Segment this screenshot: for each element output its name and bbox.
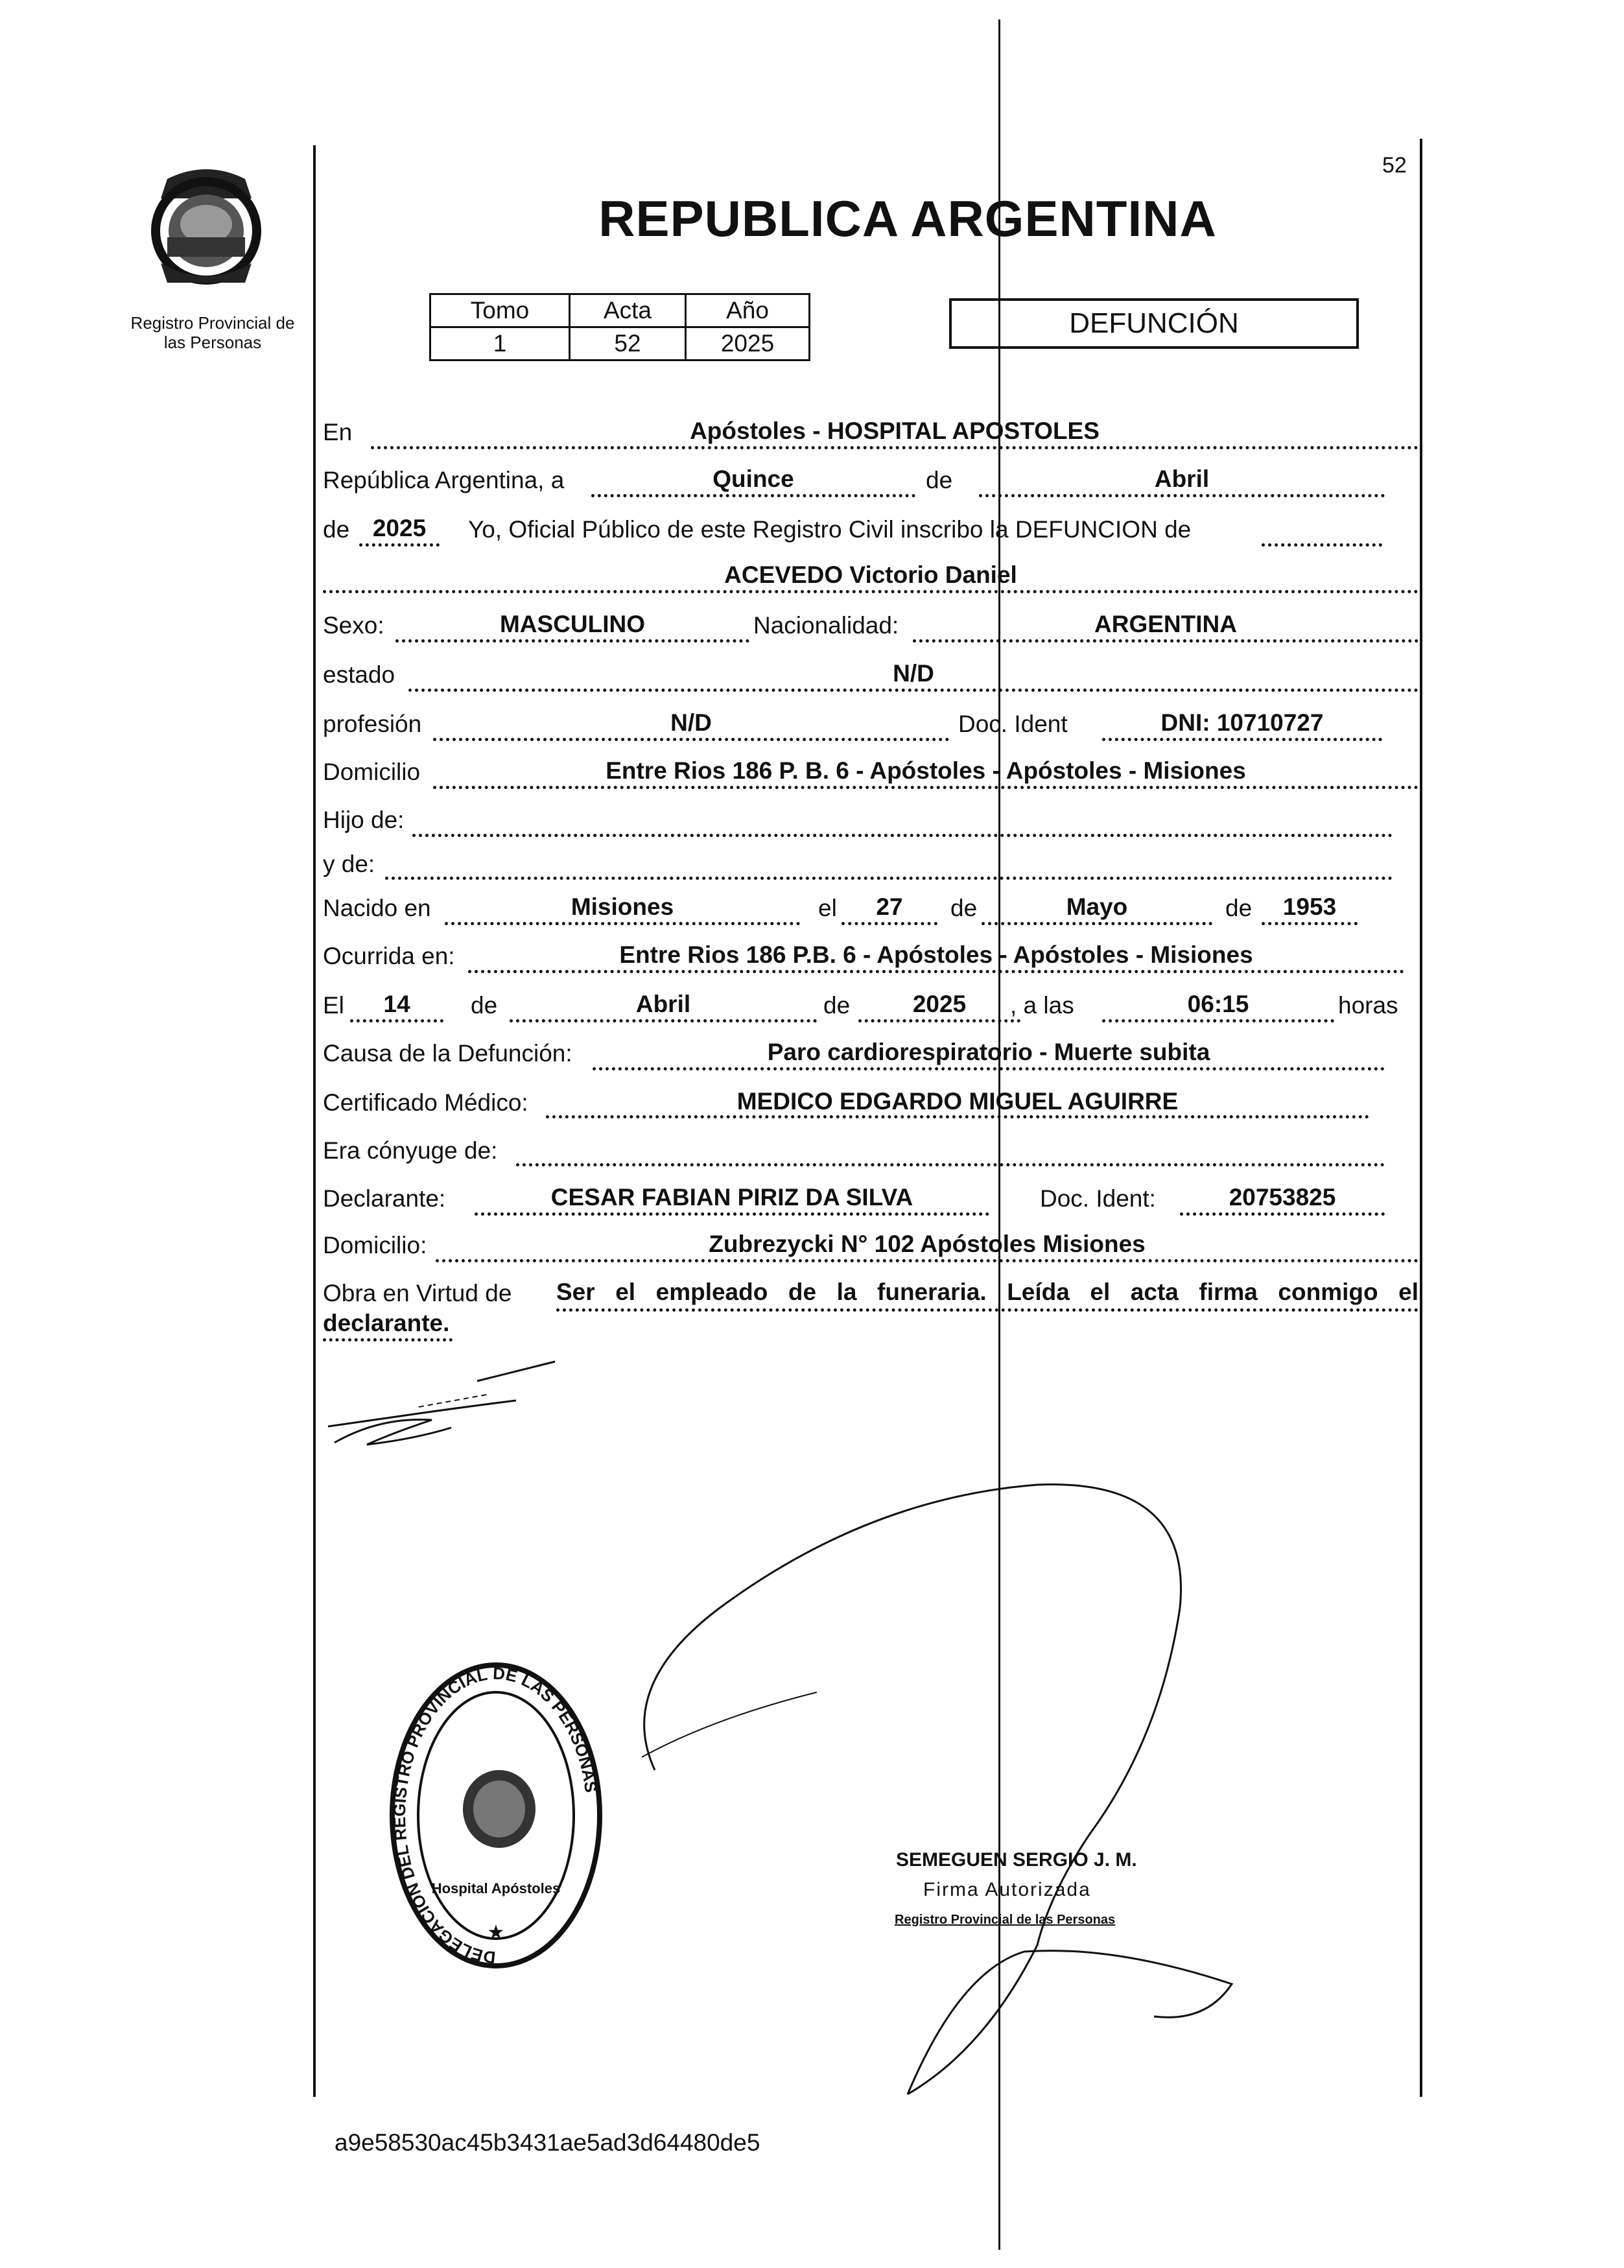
- declarante-value: CESAR FABIAN PIRIZ DA SILVA: [550, 1184, 913, 1211]
- domicilio2-value: Zubrezycki N° 102 Apóstoles Misiones: [709, 1231, 1146, 1257]
- en-dotted-line: [371, 446, 1418, 449]
- ocurrida-dotted-line: [468, 970, 1404, 973]
- nac-dia-value: 27: [876, 893, 903, 920]
- acta-table: [429, 293, 810, 361]
- obra-dotted-line: [556, 1308, 1418, 1312]
- ocurrida-label: Ocurrida en:: [323, 943, 455, 969]
- nombre-dotted-line: [323, 590, 1418, 593]
- doc-label: Doc. Ident: [958, 711, 1068, 737]
- dia-value: Quince: [712, 466, 794, 492]
- doc-value: DNI: 10710727: [1160, 709, 1324, 736]
- horas-label: horas: [1338, 992, 1398, 1019]
- en-label: En: [323, 419, 353, 445]
- certificado-label: Certificado Médico:: [323, 1089, 528, 1116]
- yde-label: y de:: [323, 851, 375, 877]
- certificado-dotted-line: [546, 1115, 1369, 1118]
- official-signature: [622, 1413, 1271, 2140]
- declarante-dotted-line: [475, 1212, 989, 1216]
- hijo-dotted-line: [412, 834, 1393, 837]
- de-label: de: [926, 467, 953, 493]
- domicilio2-label: Domicilio:: [323, 1232, 427, 1258]
- nombre-value: ACEVEDO Victorio Daniel: [724, 561, 1017, 588]
- obra-value-line-2: declarante.: [323, 1310, 450, 1336]
- nacido-label: Nacido en: [323, 895, 431, 921]
- sexo-dotted-line: [395, 639, 749, 643]
- document-hash: a9e58530ac45b3431ae5ad3d64480de5: [335, 2129, 760, 2156]
- profesion-dotted-line: [433, 738, 949, 741]
- provincial-seal-icon: [141, 159, 271, 289]
- nac-anio-dotted-line: [1262, 922, 1358, 925]
- mes-dotted-line: [979, 494, 1385, 497]
- nac-anio-value: 1953: [1282, 893, 1337, 920]
- domicilio-label: Domicilio: [323, 759, 421, 785]
- certificado-value: MEDICO EDGARDO MIGUEL AGUIRRE: [736, 1088, 1179, 1115]
- causa-label: Causa de la Defunción:: [323, 1040, 572, 1067]
- declarant-signature: [322, 1355, 568, 1459]
- def-anio-dotted-line: [858, 1019, 1020, 1022]
- el-label: el: [818, 895, 837, 921]
- doc-dotted-line: [1102, 738, 1382, 741]
- nac-de-label: de: [950, 895, 978, 921]
- document-title: REPUBLICA ARGENTINA: [598, 190, 1217, 247]
- stamp-outer-text: DELEGACION DEL REGISTRO PROVINCIAL DE LAS PERSONAS: [389, 1663, 602, 1968]
- domicilio-value: Entre Rios 186 P. B. 6 - Apóstoles - Apóstoles - Misiones: [606, 757, 1246, 784]
- declarante-label: Declarante:: [323, 1185, 446, 1212]
- record-type-box: DEFUNCIÓN: [949, 298, 1359, 349]
- el2-label: El: [323, 992, 344, 1019]
- signatory-role: Firma Autorizada: [923, 1879, 1091, 1900]
- def-dia-dotted-line: [350, 1019, 443, 1022]
- alas-label: , a las: [1010, 992, 1074, 1019]
- hijo-label: Hijo de:: [323, 807, 405, 833]
- estado-value: N/D: [893, 660, 934, 687]
- doc2-dotted-line: [1180, 1212, 1385, 1216]
- page-number: 52: [1382, 153, 1407, 178]
- def-de2-label: de: [823, 992, 851, 1019]
- anio-dotted-line: [359, 543, 440, 547]
- doc2-value: 20753825: [1229, 1184, 1336, 1211]
- anio-value: 2025: [372, 515, 427, 541]
- mes-value: Abril: [1154, 466, 1210, 492]
- republica-label: República Argentina, a: [323, 467, 565, 493]
- def-de-label: de: [471, 992, 498, 1019]
- nacido-dotted-line: [445, 922, 800, 925]
- signatory-name: SEMEGUEN SERGIO J. M.: [896, 1849, 1137, 1871]
- sexo-label: Sexo:: [323, 612, 384, 639]
- domicilio2-dotted-line: [436, 1259, 1418, 1262]
- nacionalidad-dotted-line: [913, 639, 1418, 643]
- obra-value-line-1: Ser el empleado de la funeraria. Leída el acta firma conmigo el: [556, 1279, 1418, 1305]
- tomo-header: Tomo: [430, 294, 570, 327]
- anio-value: 2025: [686, 327, 810, 360]
- acta-value: 52: [570, 327, 686, 360]
- organization-line-1: Registro Provincial de: [130, 313, 295, 333]
- profesion-label: profesión: [323, 711, 422, 737]
- nac-de2-label: de: [1225, 895, 1253, 921]
- def-hora-dotted-line: [1102, 1019, 1334, 1022]
- organization-line-2: las Personas: [163, 332, 262, 352]
- right-margin-rule: [1420, 139, 1422, 2097]
- nacionalidad-label: Nacionalidad:: [753, 612, 899, 639]
- acta-value-row: [430, 327, 810, 360]
- doc2-label: Doc. Ident:: [1040, 1185, 1156, 1212]
- signatory-org: Registro Provincial de las Personas: [895, 1913, 1116, 1927]
- obra-dotted-line-2: [323, 1338, 453, 1341]
- conyuge-label: Era cónyuge de:: [323, 1137, 498, 1164]
- estado-dotted-line: [408, 689, 1418, 692]
- obra-label: Obra en Virtud de: [323, 1280, 512, 1306]
- organization-name: [115, 314, 310, 353]
- causa-dotted-line: [593, 1067, 1385, 1070]
- en-value: Apóstoles - HOSPITAL APOSTOLES: [690, 418, 1100, 444]
- nac-dia-dotted-line: [841, 922, 937, 925]
- acta-header-row: [430, 294, 810, 327]
- nac-mes-dotted-line: [982, 922, 1212, 925]
- conyuge-dotted-line: [516, 1163, 1385, 1166]
- tomo-value: 1: [430, 327, 570, 360]
- yo-text: Yo, Oficial Público de este Registro Civil inscribo la DEFUNCION de: [468, 516, 1192, 543]
- causa-value: Paro cardiorespiratorio - Muerte subita: [767, 1039, 1210, 1065]
- de2-label: de: [323, 516, 350, 543]
- acta-header: Acta: [570, 294, 686, 327]
- def-mes-value: Abril: [635, 991, 691, 1017]
- nacionalidad-value: ARGENTINA: [1094, 611, 1237, 637]
- nac-mes-value: Mayo: [1066, 893, 1128, 920]
- def-hora-value: 06:15: [1187, 991, 1249, 1017]
- domicilio-dotted-line: [433, 786, 1418, 789]
- anio-header: Año: [686, 294, 810, 327]
- dia-dotted-line: [591, 494, 915, 497]
- left-margin-rule: [313, 145, 316, 2097]
- stamp-star-icon: ★: [487, 1921, 505, 1944]
- ocurrida-value: Entre Rios 186 P.B. 6 - Apóstoles - Apóstoles - Misiones: [619, 941, 1253, 968]
- def-mes-dotted-line: [510, 1019, 817, 1022]
- profesion-value: N/D: [670, 709, 712, 736]
- official-oval-stamp: [389, 1660, 603, 1971]
- sexo-value: MASCULINO: [499, 611, 646, 637]
- nacido-value: Misiones: [571, 893, 674, 920]
- yo-dotted-line: [1262, 543, 1382, 547]
- def-dia-value: 14: [383, 991, 410, 1017]
- yde-dotted-line: [385, 877, 1393, 880]
- def-anio-value: 2025: [912, 991, 967, 1017]
- estado-label: estado: [323, 661, 395, 688]
- stamp-inner-text: Hospital Apóstoles: [431, 1880, 561, 1896]
